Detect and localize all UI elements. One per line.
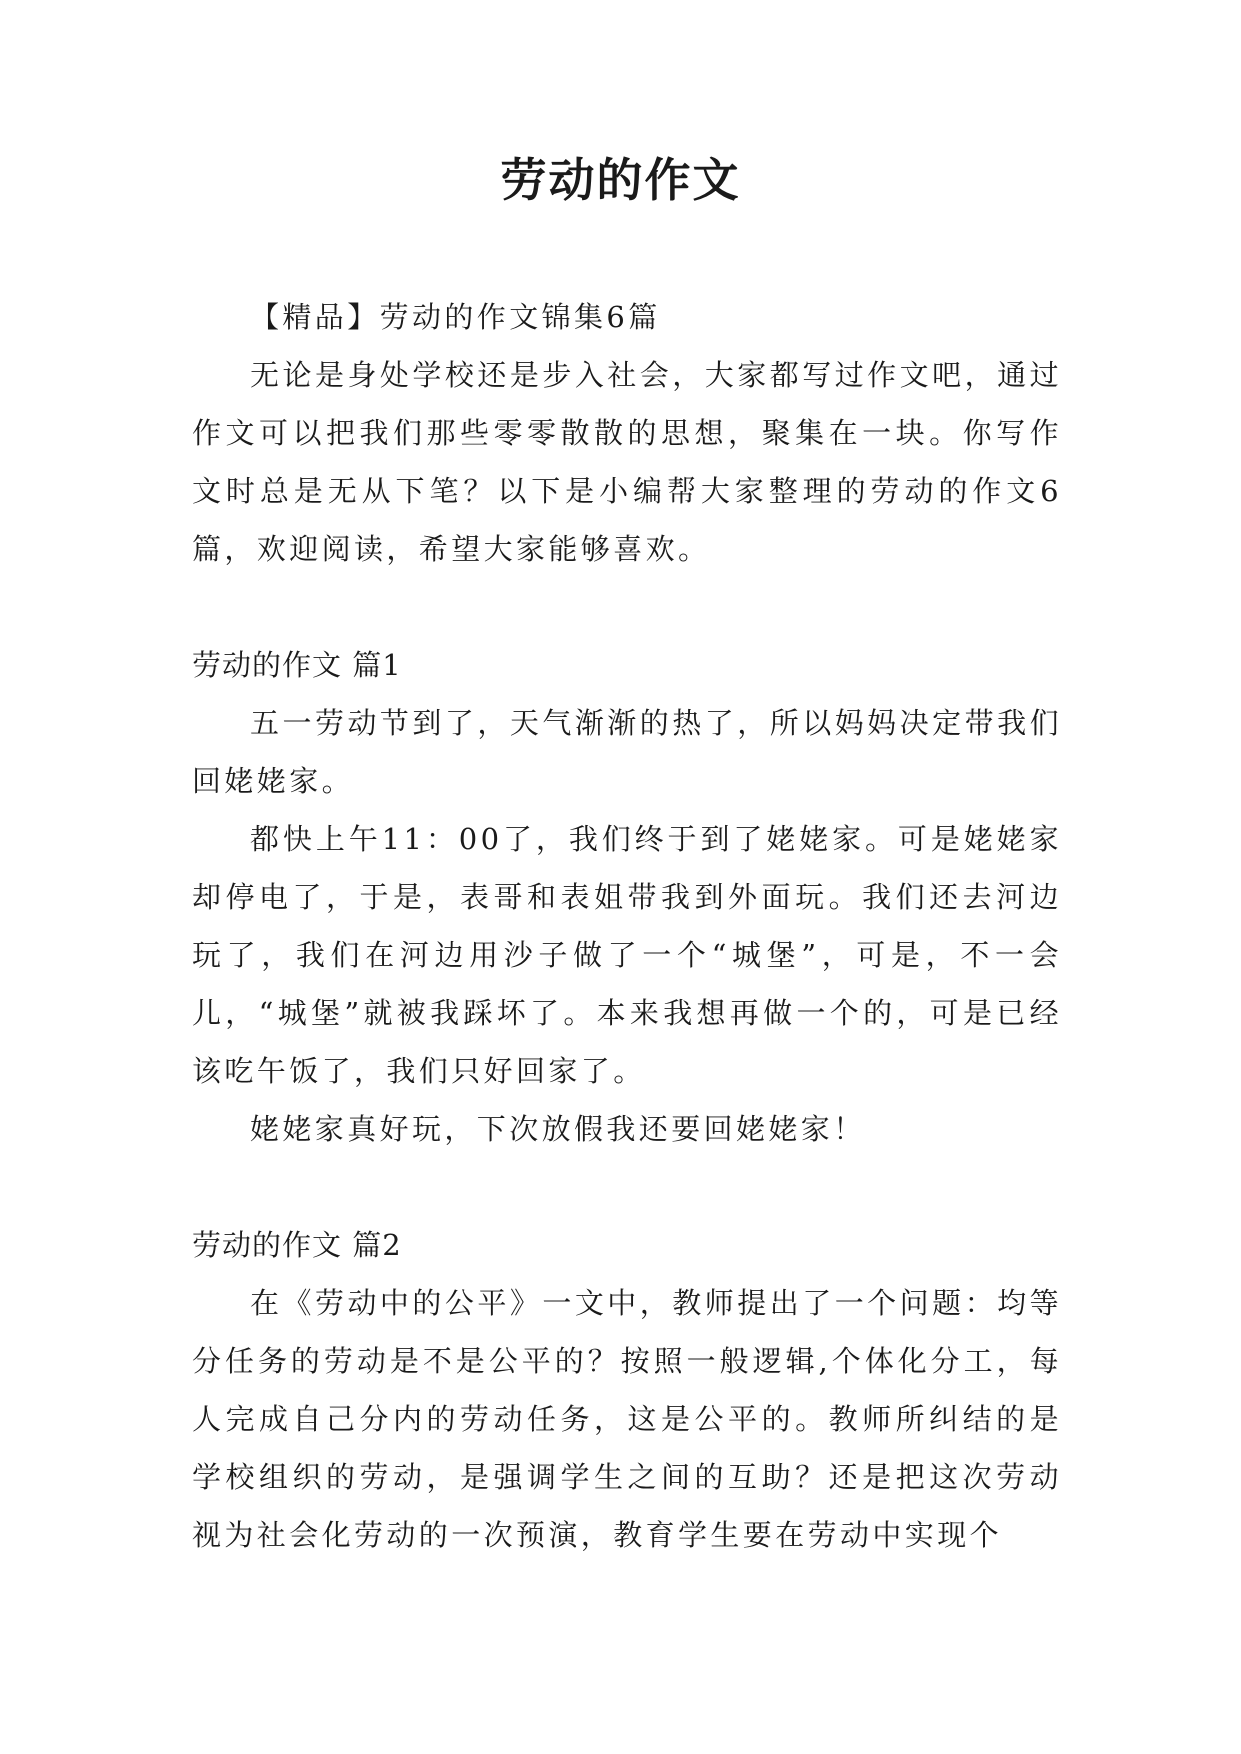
intro-paragraph: 无论是身处学校还是步入社会，大家都写过作文吧，通过作文可以把我们那些零零散散的思想，聚集在一块。你写作文时总是无从下笔？以下是小编帮大家整理的劳动的作文6篇，欢迎阅读，希望大家能够喜欢。 — [192, 358, 1062, 566]
document-body — [192, 288, 1062, 1564]
document-title: 劳动的作文 — [500, 153, 741, 207]
section-heading: 劳动的作文 篇2 — [192, 1228, 402, 1262]
document-subtitle: 【精品】劳动的作文锦集6篇 — [250, 300, 661, 334]
section-heading: 劳动的作文 篇1 — [192, 648, 402, 682]
section-paragraph: 姥姥家真好玩，下次放假我还要回姥姥家！ — [250, 1112, 866, 1146]
section-paragraph: 在《劳动中的公平》一文中，教师提出了一个问题：均等分任务的劳动是不是公平的？按照一般逻辑,个体化分工，每人完成自己分内的劳动任务，这是公平的。教师所纠结的是学校组织的劳动，是强调学生之间的互助？还是把这次劳动视为社会化劳动的一次预演，教育学生要在劳动中实现个 — [192, 1286, 1062, 1552]
section-2 — [192, 1216, 1062, 1564]
section-paragraph: 都快上午11：00了，我们终于到了姥姥家。可是姥姥家却停电了，于是，表哥和表姐带我到外面玩。我们还去河边玩了，我们在河边用沙子做了一个“城堡”，可是，不一会儿，“城堡”就被我踩坏了。本来我想再做一个的，可是已经该吃午饭了，我们只好回家了。 — [192, 822, 1062, 1088]
section-paragraph: 五一劳动节到了，天气渐渐的热了，所以妈妈决定带我们回姥姥家。 — [192, 706, 1062, 798]
section-1 — [192, 636, 1062, 1158]
